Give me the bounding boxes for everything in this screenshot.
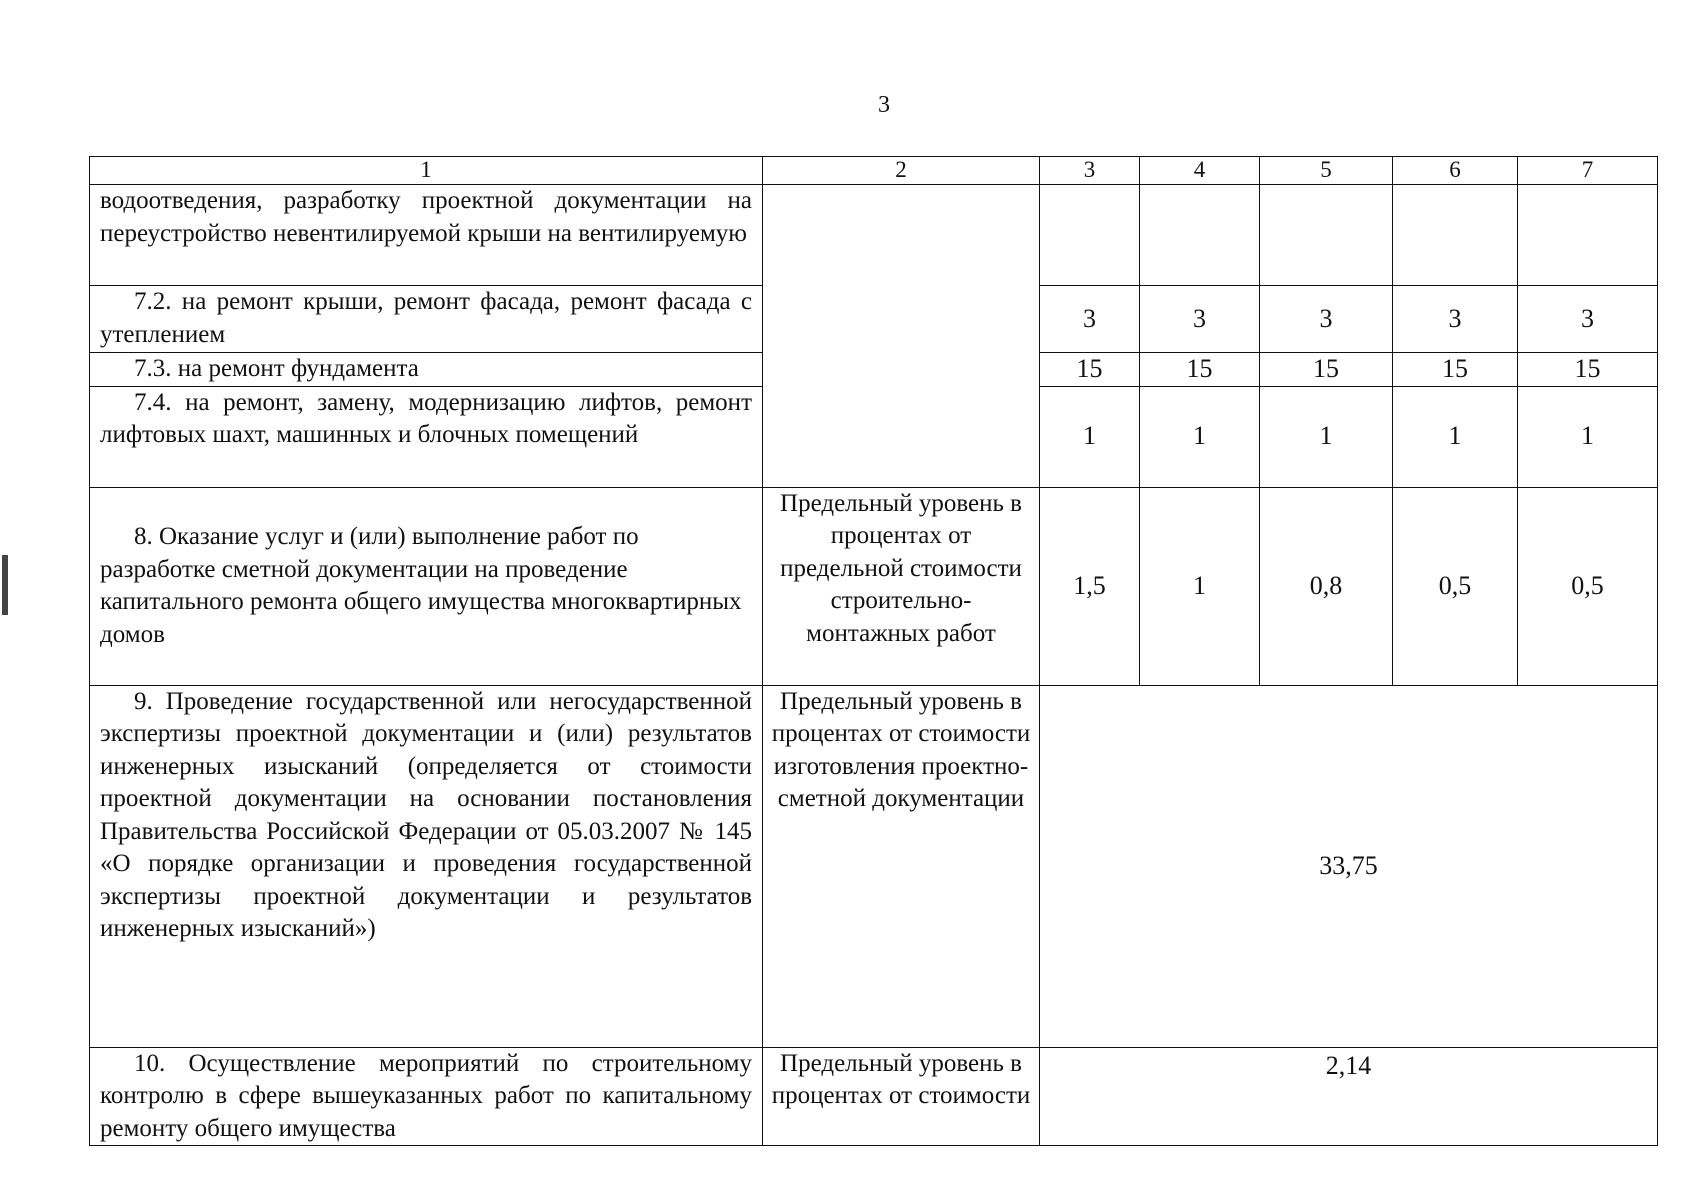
value-cell-empty bbox=[1518, 185, 1658, 286]
row-7-2-value: 3 bbox=[1393, 286, 1518, 353]
scan-margin-marks bbox=[0, 0, 14, 1200]
row-8-value: 0,5 bbox=[1518, 487, 1658, 685]
header-row bbox=[90, 157, 1658, 185]
row-7-3-value: 15 bbox=[1518, 353, 1658, 387]
page-number: 3 bbox=[878, 92, 890, 118]
row-7-3-value: 15 bbox=[1040, 353, 1140, 387]
row-8-value: 0,5 bbox=[1393, 487, 1518, 685]
row-7-4-value: 1 bbox=[1140, 386, 1260, 487]
row-7-3-text: 7.3. на ремонт фундамента bbox=[90, 353, 763, 387]
row-continuation-text: водоотведения, разработку проектной документации на переустройство невентилируемой крыши на вентилируемую bbox=[90, 185, 763, 286]
header-col-6: 6 bbox=[1393, 157, 1518, 185]
value-cell-empty bbox=[1140, 185, 1260, 286]
scan-artifact bbox=[2, 555, 8, 615]
table-row bbox=[90, 1047, 1658, 1146]
row-8-value: 0,8 bbox=[1260, 487, 1393, 685]
row-7-4-value: 1 bbox=[1518, 386, 1658, 487]
table-row bbox=[90, 487, 1658, 685]
unit-cell-empty bbox=[763, 185, 1040, 488]
row-7-3-value: 15 bbox=[1140, 353, 1260, 387]
table-row bbox=[90, 685, 1658, 1047]
rates-table bbox=[89, 156, 1658, 1146]
header-col-2: 2 bbox=[763, 157, 1040, 185]
row-10-unit: Предельный уровень в процентах от стоимости bbox=[763, 1047, 1040, 1146]
row-10-value: 2,14 bbox=[1040, 1047, 1658, 1146]
row-8-value: 1,5 bbox=[1040, 487, 1140, 685]
header-col-5: 5 bbox=[1260, 157, 1393, 185]
value-cell-empty bbox=[1393, 185, 1518, 286]
row-7-4-value: 1 bbox=[1040, 386, 1140, 487]
row-9-text: 9. Проведение государственной или негосударственной экспертизы проектной документации и (или) результатов инженерных изысканий (определяется от стоимости проектной документации на основании постановления Правительства Российской Федерации от 05.03.2007 № 145 «О порядке организации и проведения государственной экспертизы проектной документации и результатов инженерных изысканий») bbox=[90, 685, 763, 1047]
row-10-text: 10. Осуществление мероприятий по строительному контролю в сфере вышеуказанных работ по капитальному ремонту общего имущества bbox=[90, 1047, 763, 1146]
row-8-text: 8. Оказание услуг и (или) выполнение работ по разработке сметной документации на проведение капитального ремонта общего имущества многоквартирных домов bbox=[90, 487, 763, 685]
row-7-2-value: 3 bbox=[1140, 286, 1260, 353]
row-7-3-value: 15 bbox=[1393, 353, 1518, 387]
row-7-4-value: 1 bbox=[1393, 386, 1518, 487]
row-7-3-value: 15 bbox=[1260, 353, 1393, 387]
header-col-3: 3 bbox=[1040, 157, 1140, 185]
value-cell-empty bbox=[1260, 185, 1393, 286]
row-7-2-value: 3 bbox=[1518, 286, 1658, 353]
row-9-unit: Предельный уровень в процентах от стоимости изготовления проектно-сметной документации bbox=[763, 685, 1040, 1047]
row-7-2-value: 3 bbox=[1260, 286, 1393, 353]
row-7-2-value: 3 bbox=[1040, 286, 1140, 353]
row-9-value: 33,75 bbox=[1040, 685, 1658, 1047]
row-7-4-value: 1 bbox=[1260, 386, 1393, 487]
row-7-2-text: 7.2. на ремонт крыши, ремонт фасада, ремонт фасада с утеплением bbox=[90, 286, 763, 353]
value-cell-empty bbox=[1040, 185, 1140, 286]
row-8-unit: Предельный уровень в процентах от предельной стоимости строительно-монтажных работ bbox=[763, 487, 1040, 685]
header-col-4: 4 bbox=[1140, 157, 1260, 185]
row-7-4-text: 7.4. на ремонт, замену, модернизацию лифтов, ремонт лифтовых шахт, машинных и блочных помещений bbox=[90, 386, 763, 487]
table-row bbox=[90, 185, 1658, 286]
row-8-value: 1 bbox=[1140, 487, 1260, 685]
header-col-1: 1 bbox=[90, 157, 763, 185]
header-col-7: 7 bbox=[1518, 157, 1658, 185]
